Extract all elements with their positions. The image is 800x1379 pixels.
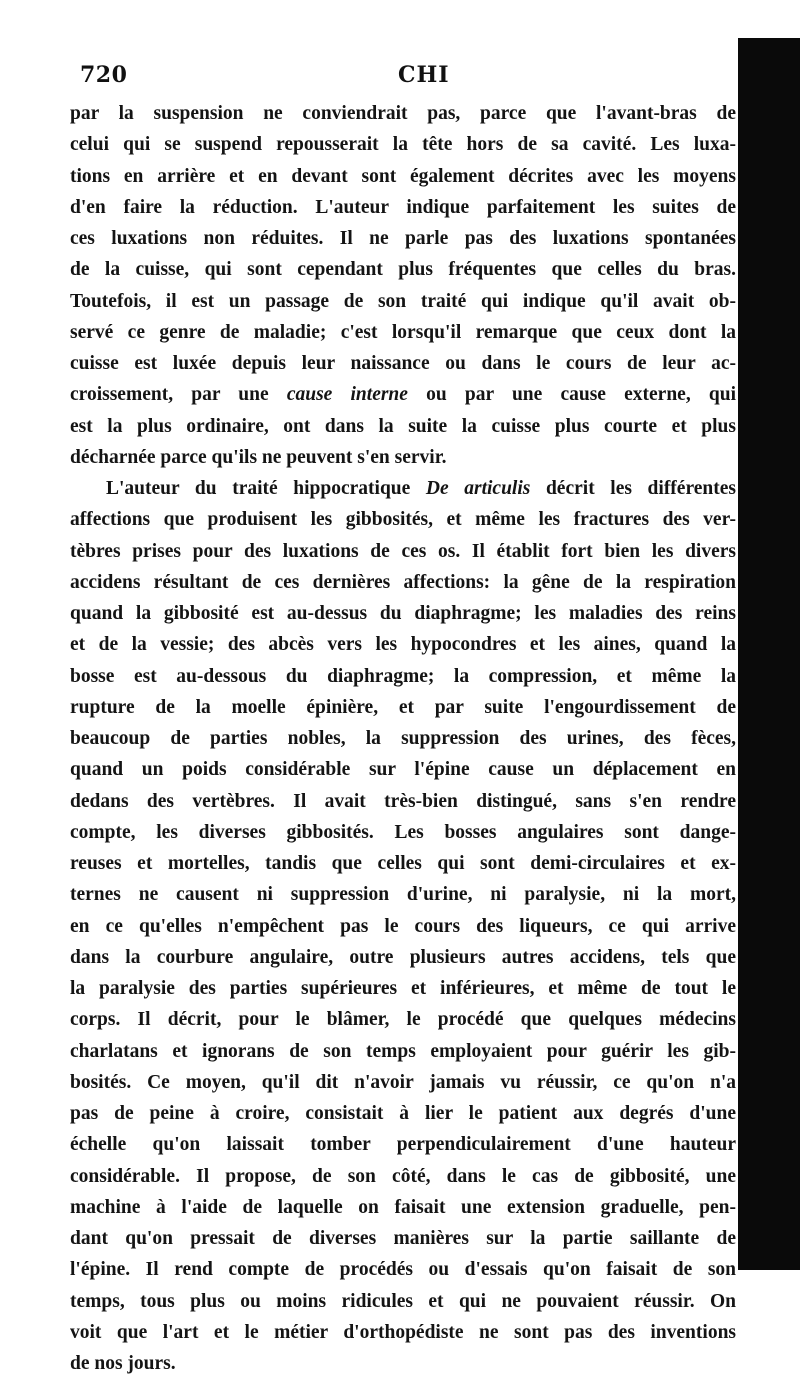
text-line (70, 879, 736, 910)
text-segment: tèbres prises pour des luxations de ces os. Il établit fort bien les divers (70, 540, 736, 562)
page-number: 720 (80, 62, 128, 88)
text-segment: de la cuisse, qui sont cependant plus fréquentes que celles du bras. (70, 259, 736, 281)
text-segment: par la suspension ne conviendrait pas, parce que l'avant-bras de (70, 103, 736, 124)
text-segment: la paralysie des parties supérieures et inférieures, et même de tout le (70, 978, 736, 999)
text-line (70, 379, 736, 410)
text-line (70, 598, 736, 629)
text-line (70, 411, 736, 442)
text-line (70, 567, 736, 598)
text-segment: considérable. Il propose, de son côté, dans le cas de gibbosité, une (70, 1165, 736, 1187)
text-line (70, 442, 736, 473)
text-line (70, 911, 736, 942)
text-segment: décharnée parce qu'ils ne peuvent s'en servir. (70, 446, 447, 468)
text-segment: temps, tous plus ou moins ridicules et qui ne pouvaient réussir. On (70, 1290, 736, 1312)
body-text (70, 98, 736, 1379)
text-segment: affections que produisent les gibbosités, et même les fractures des ver- (70, 509, 736, 531)
text-line (70, 629, 736, 660)
text-line (70, 1129, 736, 1160)
text-line (70, 848, 736, 879)
text-segment: celui qui se suspend repousserait la tête hors de sa cavité. Les luxa- (70, 134, 736, 156)
text-segment: quand un poids considérable sur l'épine cause un déplacement en (70, 759, 736, 781)
text-segment: et de la vessie; des abcès vers les hypocondres et les aines, quand la (70, 634, 736, 656)
text-line (70, 98, 736, 129)
text-line (70, 504, 736, 535)
text-segment: dans la courbure angulaire, outre plusieurs autres accidens, tels que (70, 946, 736, 968)
text-line (70, 1036, 736, 1067)
text-line (70, 1098, 736, 1129)
text-line (70, 317, 736, 348)
text-segment: rupture de la moelle épinière, et par suite l'engourdissement de (70, 696, 736, 718)
text-segment: bosités. Ce moyen, qu'il dit n'avoir jamais vu réussir, ce qu'on n'a (70, 1071, 736, 1093)
text-line (70, 973, 736, 1004)
text-line (70, 1004, 736, 1035)
text-segment: bosse est au-dessous du diaphragme; la compression, et même la (70, 665, 736, 687)
text-segment: Toutefois, il est un passage de son traité qui indique qu'il avait ob- (70, 290, 736, 312)
running-title: CHI (398, 62, 450, 88)
text-segment: L'auteur du traité hippocratique (106, 478, 426, 499)
text-segment: croissement, par une (70, 384, 287, 406)
text-segment: de nos jours. (70, 1353, 176, 1374)
text-line (70, 129, 736, 160)
text-segment: ternes ne causent ni suppression d'urine, ni paralysie, ni la mort, (70, 884, 736, 906)
text-line (70, 536, 736, 567)
text-line (70, 817, 736, 848)
text-segment: machine à l'aide de laquelle on faisait une extension graduelle, pen- (70, 1196, 736, 1218)
running-head (80, 62, 730, 96)
text-line (70, 192, 736, 223)
text-line (70, 1192, 736, 1223)
text-segment: décrit les différentes (530, 478, 736, 499)
text-segment: voit que l'art et le métier d'orthopédiste ne sont pas des inventions (70, 1321, 736, 1343)
text-line (70, 692, 736, 723)
scan-edge-shadow (738, 38, 800, 1270)
text-line (70, 1161, 736, 1192)
text-segment: accidens résultant de ces dernières affections: la gêne de la respiration (70, 571, 736, 593)
text-segment: dant qu'on pressait de diverses manières sur la partie saillante de (70, 1228, 736, 1249)
text-segment: corps. Il décrit, pour le blâmer, le procédé que quelques médecins (70, 1009, 736, 1031)
text-segment: est la plus ordinaire, ont dans la suite la cuisse plus courte et plus (70, 415, 736, 437)
text-segment: reuses et mortelles, tandis que celles qui sont demi-circulaires et ex- (70, 853, 736, 874)
text-line (70, 348, 736, 379)
text-segment: ces luxations non réduites. Il ne parle pas des luxations spontanées (70, 228, 736, 249)
text-line (70, 723, 736, 754)
text-segment: tions en arrière et en devant sont également décrites avec les moyens (70, 165, 736, 187)
text-segment: échelle qu'on laissait tomber perpendiculairement d'une hauteur (70, 1134, 736, 1156)
text-segment: pas de peine à croire, consistait à lier le patient aux degrés d'une (70, 1103, 736, 1124)
text-line (70, 661, 736, 692)
text-segment: en ce qu'elles n'empêchent pas le cours des liqueurs, ce qui arrive (70, 915, 736, 937)
text-segment: l'épine. Il rend compte de procédés ou d'essais qu'on faisait de son (70, 1259, 736, 1281)
italic-term: cause interne (286, 384, 408, 406)
italic-term: De articulis (425, 478, 531, 499)
text-line (70, 942, 736, 973)
text-segment: quand la gibbosité est au-dessus du diaphragme; les maladies des reins (70, 603, 736, 624)
text-segment: d'en faire la réduction. L'auteur indique parfaitement les suites de (70, 196, 736, 218)
text-segment: compte, les diverses gibbosités. Les bosses angulaires sont dange- (70, 821, 736, 843)
text-line (70, 286, 736, 317)
text-line (70, 473, 736, 504)
text-line (70, 786, 736, 817)
text-segment: ou par une cause externe, qui (407, 384, 736, 406)
text-line (70, 161, 736, 192)
text-line (70, 223, 736, 254)
text-segment: servé ce genre de maladie; c'est lorsqu'il remarque que ceux dont la (70, 321, 736, 343)
text-line (70, 754, 736, 785)
text-line (70, 1067, 736, 1098)
text-line (70, 1348, 736, 1379)
text-segment: beaucoup de parties nobles, la suppression des urines, des fèces, (70, 728, 736, 749)
text-segment: cuisse est luxée depuis leur naissance ou dans le cours de leur ac- (70, 353, 736, 374)
text-segment: charlatans et ignorans de son temps employaient pour guérir les gib- (70, 1040, 736, 1062)
text-line (70, 1254, 736, 1285)
text-line (70, 1317, 736, 1348)
text-line (70, 254, 736, 285)
text-segment: dedans des vertèbres. Il avait très-bien distingué, sans s'en rendre (70, 790, 736, 812)
text-line (70, 1286, 736, 1317)
text-line (70, 1223, 736, 1254)
